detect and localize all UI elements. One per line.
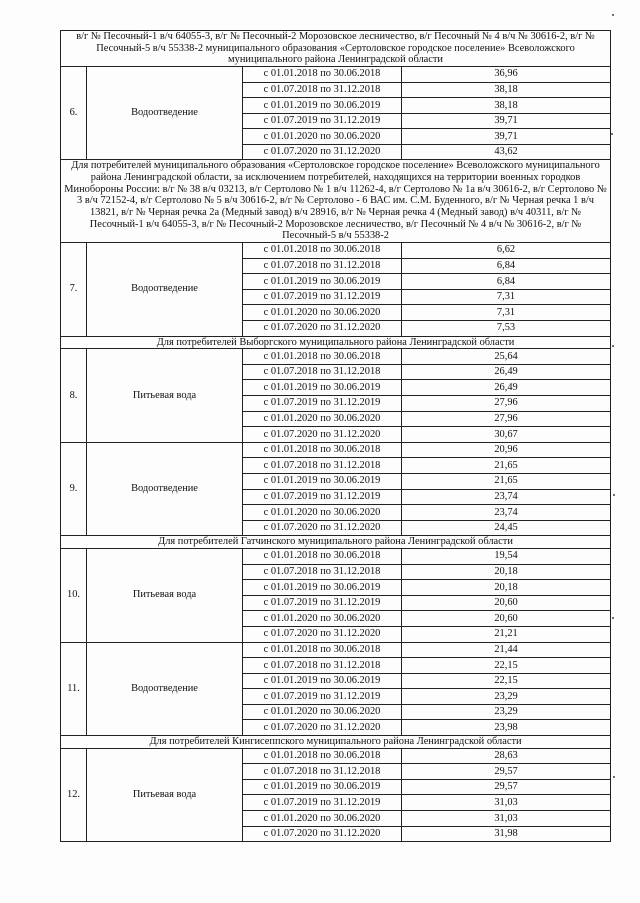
period-cell: с 01.01.2018 по 30.06.2018	[243, 349, 402, 365]
tariff-value-cell: 20,60	[402, 595, 611, 611]
section-header-text: Для потребителей Кингисеппского муниципального района Ленинградской области	[61, 736, 611, 749]
period-cell: с 01.01.2020 по 30.06.2020	[243, 611, 402, 627]
period-cell: с 01.07.2018 по 31.12.2018	[243, 564, 402, 580]
tariff-value-cell: 29,57	[402, 779, 611, 795]
item-number: 6.	[61, 66, 87, 160]
tariff-value-cell: 31,03	[402, 811, 611, 827]
period-cell: с 01.07.2019 по 31.12.2019	[243, 289, 402, 305]
tariff-value-cell: 23,98	[402, 720, 611, 736]
tariff-value-cell: 19,54	[402, 548, 611, 564]
scan-speck	[613, 494, 615, 496]
period-cell: с 01.01.2020 по 30.06.2020	[243, 129, 402, 145]
tariff-value-cell: 21,21	[402, 626, 611, 642]
scan-speck	[612, 617, 614, 619]
tariff-value-cell: 30,67	[402, 427, 611, 443]
scan-speck	[612, 345, 614, 347]
tariff-value-cell: 24,45	[402, 520, 611, 536]
tariff-value-cell: 6,84	[402, 258, 611, 274]
period-cell: с 01.01.2019 по 30.06.2019	[243, 380, 402, 396]
tariff-row	[61, 349, 611, 365]
period-cell: с 01.07.2019 по 31.12.2019	[243, 113, 402, 129]
period-cell: с 01.07.2019 по 31.12.2019	[243, 689, 402, 705]
period-cell: с 01.01.2018 по 30.06.2018	[243, 548, 402, 564]
period-cell: с 01.07.2018 по 31.12.2018	[243, 658, 402, 674]
period-cell: с 01.07.2018 по 31.12.2018	[243, 258, 402, 274]
period-cell: с 01.07.2018 по 31.12.2018	[243, 364, 402, 380]
tariff-row	[61, 242, 611, 258]
tariff-value-cell: 39,71	[402, 113, 611, 129]
item-number: 10.	[61, 548, 87, 642]
period-cell: с 01.01.2019 по 30.06.2019	[243, 779, 402, 795]
period-cell: с 01.01.2019 по 30.06.2019	[243, 98, 402, 114]
tariff-value-cell: 29,57	[402, 764, 611, 780]
section-header-text: Для потребителей муниципального образования «Сертоловское городское поселение» Всеволожского муниципального района Ленинградской области, за исключением потребителей, находящихся на территории военных городков Минобороны России: в/г № 38 в/ч 03213, в/г Сертолово № 1 в/ч 11262-4, в/г Сертолово № 1а в/ч 30616-2, в/г Сертолово № 3 в/ч 72152-4, в/г Сертолово № 5 в/ч 30616-2, в/г № Сертолово - 6 ВАС им. С.М. Буденного, в/г № Черная речка 1 в/ч 13821, в/г № Черная речка 2а (Медный завод) в/ч 28916, в/г № Черная речка 4 (Медный завод) в/ч 40311, в/г № Песочный-1 в/ч 64055-3, в/г № Песочный-2 Морозовское лесничество, в/г Песочный № 4 в/ч № 30616-2, в/г № Песочный-5 в/ч 55338-2	[61, 160, 611, 242]
period-cell: с 01.07.2020 по 31.12.2020	[243, 626, 402, 642]
tariff-row	[61, 642, 611, 658]
tariff-row	[61, 66, 611, 82]
service-name: Водоотведение	[87, 242, 243, 336]
period-cell: с 01.07.2019 по 31.12.2019	[243, 489, 402, 505]
tariff-value-cell: 38,18	[402, 82, 611, 98]
scan-speck	[612, 14, 614, 16]
period-cell: с 01.07.2020 по 31.12.2020	[243, 320, 402, 336]
tariff-value-cell: 26,49	[402, 364, 611, 380]
tariff-row	[61, 548, 611, 564]
period-cell: с 01.01.2018 по 30.06.2018	[243, 66, 402, 82]
tariff-value-cell: 31,98	[402, 826, 611, 842]
tariff-value-cell: 25,64	[402, 349, 611, 365]
service-name: Питьевая вода	[87, 548, 243, 642]
tariff-value-cell: 23,74	[402, 505, 611, 521]
tariff-value-cell: 23,29	[402, 689, 611, 705]
period-cell: с 01.01.2018 по 30.06.2018	[243, 242, 402, 258]
tariff-value-cell: 36,96	[402, 66, 611, 82]
period-cell: с 01.07.2020 по 31.12.2020	[243, 144, 402, 160]
tariff-value-cell: 7,53	[402, 320, 611, 336]
tariff-row	[61, 748, 611, 764]
period-cell: с 01.01.2019 по 30.06.2019	[243, 580, 402, 596]
period-cell: с 01.07.2020 по 31.12.2020	[243, 520, 402, 536]
tariff-value-cell: 20,60	[402, 611, 611, 627]
period-cell: с 01.07.2019 по 31.12.2019	[243, 795, 402, 811]
tariff-value-cell: 28,63	[402, 748, 611, 764]
period-cell: с 01.07.2020 по 31.12.2020	[243, 427, 402, 443]
period-cell: с 01.07.2019 по 31.12.2019	[243, 395, 402, 411]
period-cell: с 01.07.2018 по 31.12.2018	[243, 764, 402, 780]
service-name: Водоотведение	[87, 66, 243, 160]
service-name: Водоотведение	[87, 642, 243, 736]
period-cell: с 01.01.2018 по 30.06.2018	[243, 642, 402, 658]
section-header-row	[61, 536, 611, 549]
tariff-value-cell: 6,62	[402, 242, 611, 258]
period-cell: с 01.01.2018 по 30.06.2018	[243, 748, 402, 764]
tariff-value-cell: 22,15	[402, 658, 611, 674]
period-cell: с 01.07.2020 по 31.12.2020	[243, 720, 402, 736]
tariff-value-cell: 7,31	[402, 305, 611, 321]
tariff-value-cell: 21,65	[402, 473, 611, 489]
tariff-value-cell: 26,49	[402, 380, 611, 396]
tariff-value-cell: 20,18	[402, 580, 611, 596]
service-name: Питьевая вода	[87, 748, 243, 842]
item-number: 7.	[61, 242, 87, 336]
tariff-value-cell: 20,96	[402, 442, 611, 458]
tariff-value-cell: 21,44	[402, 642, 611, 658]
tariff-value-cell: 22,15	[402, 673, 611, 689]
period-cell: с 01.07.2020 по 31.12.2020	[243, 826, 402, 842]
period-cell: с 01.01.2020 по 30.06.2020	[243, 411, 402, 427]
period-cell: с 01.07.2018 по 31.12.2018	[243, 82, 402, 98]
service-name: Питьевая вода	[87, 349, 243, 443]
period-cell: с 01.07.2018 по 31.12.2018	[243, 458, 402, 474]
scan-speck	[613, 776, 615, 778]
tariff-table	[60, 30, 611, 842]
period-cell: с 01.07.2019 по 31.12.2019	[243, 595, 402, 611]
scan-speck	[611, 133, 613, 135]
tariff-value-cell: 7,31	[402, 289, 611, 305]
tariff-value-cell: 23,74	[402, 489, 611, 505]
period-cell: с 01.01.2020 по 30.06.2020	[243, 505, 402, 521]
item-number: 9.	[61, 442, 87, 536]
section-header-row	[61, 736, 611, 749]
period-cell: с 01.01.2020 по 30.06.2020	[243, 305, 402, 321]
item-number: 12.	[61, 748, 87, 842]
tariff-value-cell: 31,03	[402, 795, 611, 811]
section-header-text: Для потребителей Выборгского муниципального района Ленинградской области	[61, 336, 611, 349]
tariff-row	[61, 442, 611, 458]
item-number: 8.	[61, 349, 87, 443]
service-name: Водоотведение	[87, 442, 243, 536]
section-header-text: Для потребителей Гатчинского муниципального района Ленинградской области	[61, 536, 611, 549]
section-header-row	[61, 160, 611, 242]
period-cell: с 01.01.2018 по 30.06.2018	[243, 442, 402, 458]
period-cell: с 01.01.2020 по 30.06.2020	[243, 811, 402, 827]
item-number: 11.	[61, 642, 87, 736]
tariff-value-cell: 27,96	[402, 395, 611, 411]
section-header-row	[61, 336, 611, 349]
tariff-value-cell: 39,71	[402, 129, 611, 145]
period-cell: с 01.01.2019 по 30.06.2019	[243, 473, 402, 489]
tariff-value-cell: 43,62	[402, 144, 611, 160]
period-cell: с 01.01.2019 по 30.06.2019	[243, 274, 402, 290]
tariff-value-cell: 38,18	[402, 98, 611, 114]
tariff-value-cell: 6,84	[402, 274, 611, 290]
continued-header-row	[61, 31, 611, 67]
tariff-value-cell: 27,96	[402, 411, 611, 427]
tariff-value-cell: 21,65	[402, 458, 611, 474]
period-cell: с 01.01.2019 по 30.06.2019	[243, 673, 402, 689]
period-cell: с 01.01.2020 по 30.06.2020	[243, 704, 402, 720]
tariff-value-cell: 23,29	[402, 704, 611, 720]
tariff-value-cell: 20,18	[402, 564, 611, 580]
tariff-table-body	[61, 31, 611, 842]
continued-header-text: в/г № Песочный-1 в/ч 64055-3, в/г № Песочный-2 Морозовское лесничество, в/г Песочный № 4 в/ч № 30616-2, в/г № Песочный-5 в/ч 55338-2 муниципального образования «Сертоловское городское поселение» Всеволожского муниципального района Ленинградской области	[61, 31, 611, 67]
